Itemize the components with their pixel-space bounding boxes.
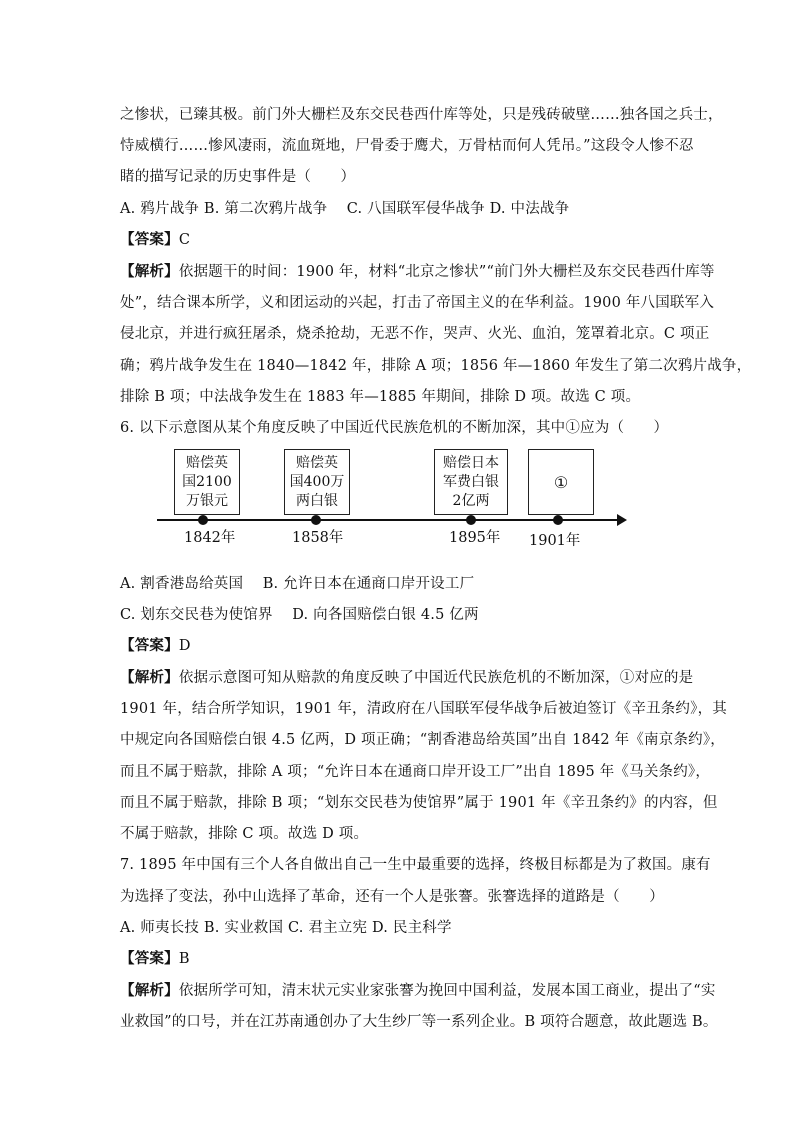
analysis-text: 依据示意图可知从赔款的角度反映了中国近代民族危机的不断加深，①对应的是: [178, 670, 694, 686]
analysis-label: 【解析】: [120, 669, 179, 686]
box-text: 万银元: [185, 492, 228, 509]
q6-analysis-line-6: 不属于赔款，排除 C 项。故选 D 项。: [120, 826, 369, 842]
box-text: 军费白银: [443, 473, 499, 490]
analysis-label: 【解析】: [120, 982, 179, 999]
box-text: ①: [553, 472, 569, 492]
q5-stem-line-3: 睹的描写记录的历史事件是（ ）: [120, 169, 356, 185]
q6-analysis-line-4: 而且不属于赔款，排除 A 项；“允许日本在通商口岸开设工厂”出自 1895 年《马关条约》，: [120, 764, 711, 780]
q5-stem-line-1: 之惨状，已臻其极。前门外大栅栏及东交民巷西什库等处，只是残砖破壁……独各国之兵士，: [120, 107, 723, 123]
box-text: 2亿两: [452, 492, 490, 509]
timeline-box-1901: [528, 449, 594, 515]
box-text: 国400万: [289, 473, 345, 490]
q7-stem-line-1: 7. 1895 年中国有三个人各自做出自己一生中最重要的选择，终极目标都是为了救国。康有: [120, 857, 711, 873]
q6-analysis-line-1: [120, 666, 693, 687]
timeline-year: 1842年: [184, 530, 236, 546]
q5-options: A. 鸦片战争 B. 第二次鸦片战争 C. 八国联军侵华战争 D. 中法战争: [120, 201, 570, 217]
q7-options: A. 师夷长技 B. 实业救国 C. 君主立宪 D. 民主科学: [120, 920, 452, 936]
q6-answer: [120, 634, 191, 655]
q5-analysis-line-3: 侵北京，并进行疯狂屠杀，烧杀抢劫，无恶不作，哭声、火光、血泊，笼罩着北京。C 项正: [120, 326, 710, 342]
q6-options-cd: C. 划东交民巷为使馆界 D. 向各国赔偿白银 4.5 亿两: [120, 607, 479, 623]
timeline-dot: [311, 515, 321, 525]
q7-analysis-line-1: [120, 979, 716, 1000]
q5-stem-line-2: 恃威横行……惨风凄雨，流血斑地，尸骨委于鹰犬，万骨枯而何人凭吊。”这段令人惨不忍: [120, 138, 694, 154]
box-text: 赔偿英: [295, 454, 338, 471]
box-text: 赔偿英: [185, 454, 228, 471]
timeline-dot: [466, 515, 476, 525]
q6-analysis-line-3: 中规定向各国赔偿白银 4.5 亿两，D 项正确；“割香港岛给英国”出自 1842 年《南京条约》，: [120, 732, 726, 748]
answer-value: B: [178, 951, 190, 967]
timeline-box-1858: [284, 449, 350, 515]
analysis-label: 【解析】: [120, 263, 179, 280]
answer-label: 【答案】: [120, 637, 179, 654]
analysis-text: 依据题干的时间：1900 年，材料“北京之惨状”“前门外大栅栏及东交民巷西什库等: [178, 264, 715, 280]
q5-analysis-line-1: [120, 260, 715, 281]
answer-value: C: [178, 232, 191, 248]
q5-analysis-line-2: 处”，结合课本所学，义和团运动的兴起，打击了帝国主义的在华利益。1900 年八国联军入: [120, 295, 715, 311]
q6-stem: 6. 以下示意图从某个角度反映了中国近代民族危机的不断加深，其中①应为（ ）: [120, 420, 669, 436]
timeline-arrow-icon: [617, 514, 627, 526]
q5-answer: [120, 228, 190, 249]
timeline-year: 1858年: [292, 530, 344, 546]
q6-options-ab: A. 割香港岛给英国 B. 允许日本在通商口岸开设工厂: [120, 576, 475, 592]
q5-analysis-line-5: 排除 B 项；中法战争发生在 1883 年—1885 年期间，排除 D 项。故选 C 项。: [120, 389, 641, 405]
timeline-box-1895: [434, 449, 508, 515]
timeline-box-1842: [174, 449, 240, 515]
timeline-year: 1895年: [449, 530, 501, 546]
q7-analysis-line-2: 业救国”的口号，并在江苏南通创办了大生纱厂等一系列企业。B 项符合题意，故此题选 B。: [120, 1014, 718, 1030]
answer-label: 【答案】: [120, 231, 179, 248]
q5-analysis-line-4: 确；鸦片战争发生在 1840—1842 年，排除 A 项；1856 年—1860 年发生了第二次鸦片战争，: [120, 358, 752, 374]
timeline-dot: [198, 515, 208, 525]
answer-value: D: [178, 638, 191, 654]
q6-analysis-line-5: 而且不属于赔款，排除 B 项；“划东交民巷为使馆界”属于 1901 年《辛丑条约》的内容，但: [120, 795, 718, 811]
timeline-dot: [553, 515, 563, 525]
box-text: 两白银: [295, 492, 338, 509]
box-text: 赔偿日本: [443, 454, 499, 471]
timeline-year: 1901年: [529, 533, 581, 549]
box-text: 国2100: [182, 473, 232, 490]
timeline-axis: [157, 519, 619, 521]
answer-label: 【答案】: [120, 950, 179, 967]
q7-answer: [120, 947, 190, 968]
q6-analysis-line-2: 1901 年，结合所学知识，1901 年，清政府在八国联军侵华战争后被迫签订《辛丑条约》，其: [120, 701, 727, 717]
analysis-text: 依据所学可知，清末状元实业家张謇为挽回中国利益，发展本国工商业，提出了“实: [178, 983, 716, 999]
q7-stem-line-2: 为选择了变法，孙中山选择了革命，还有一个人是张謇。张謇选择的道路是（ ）: [120, 889, 664, 905]
